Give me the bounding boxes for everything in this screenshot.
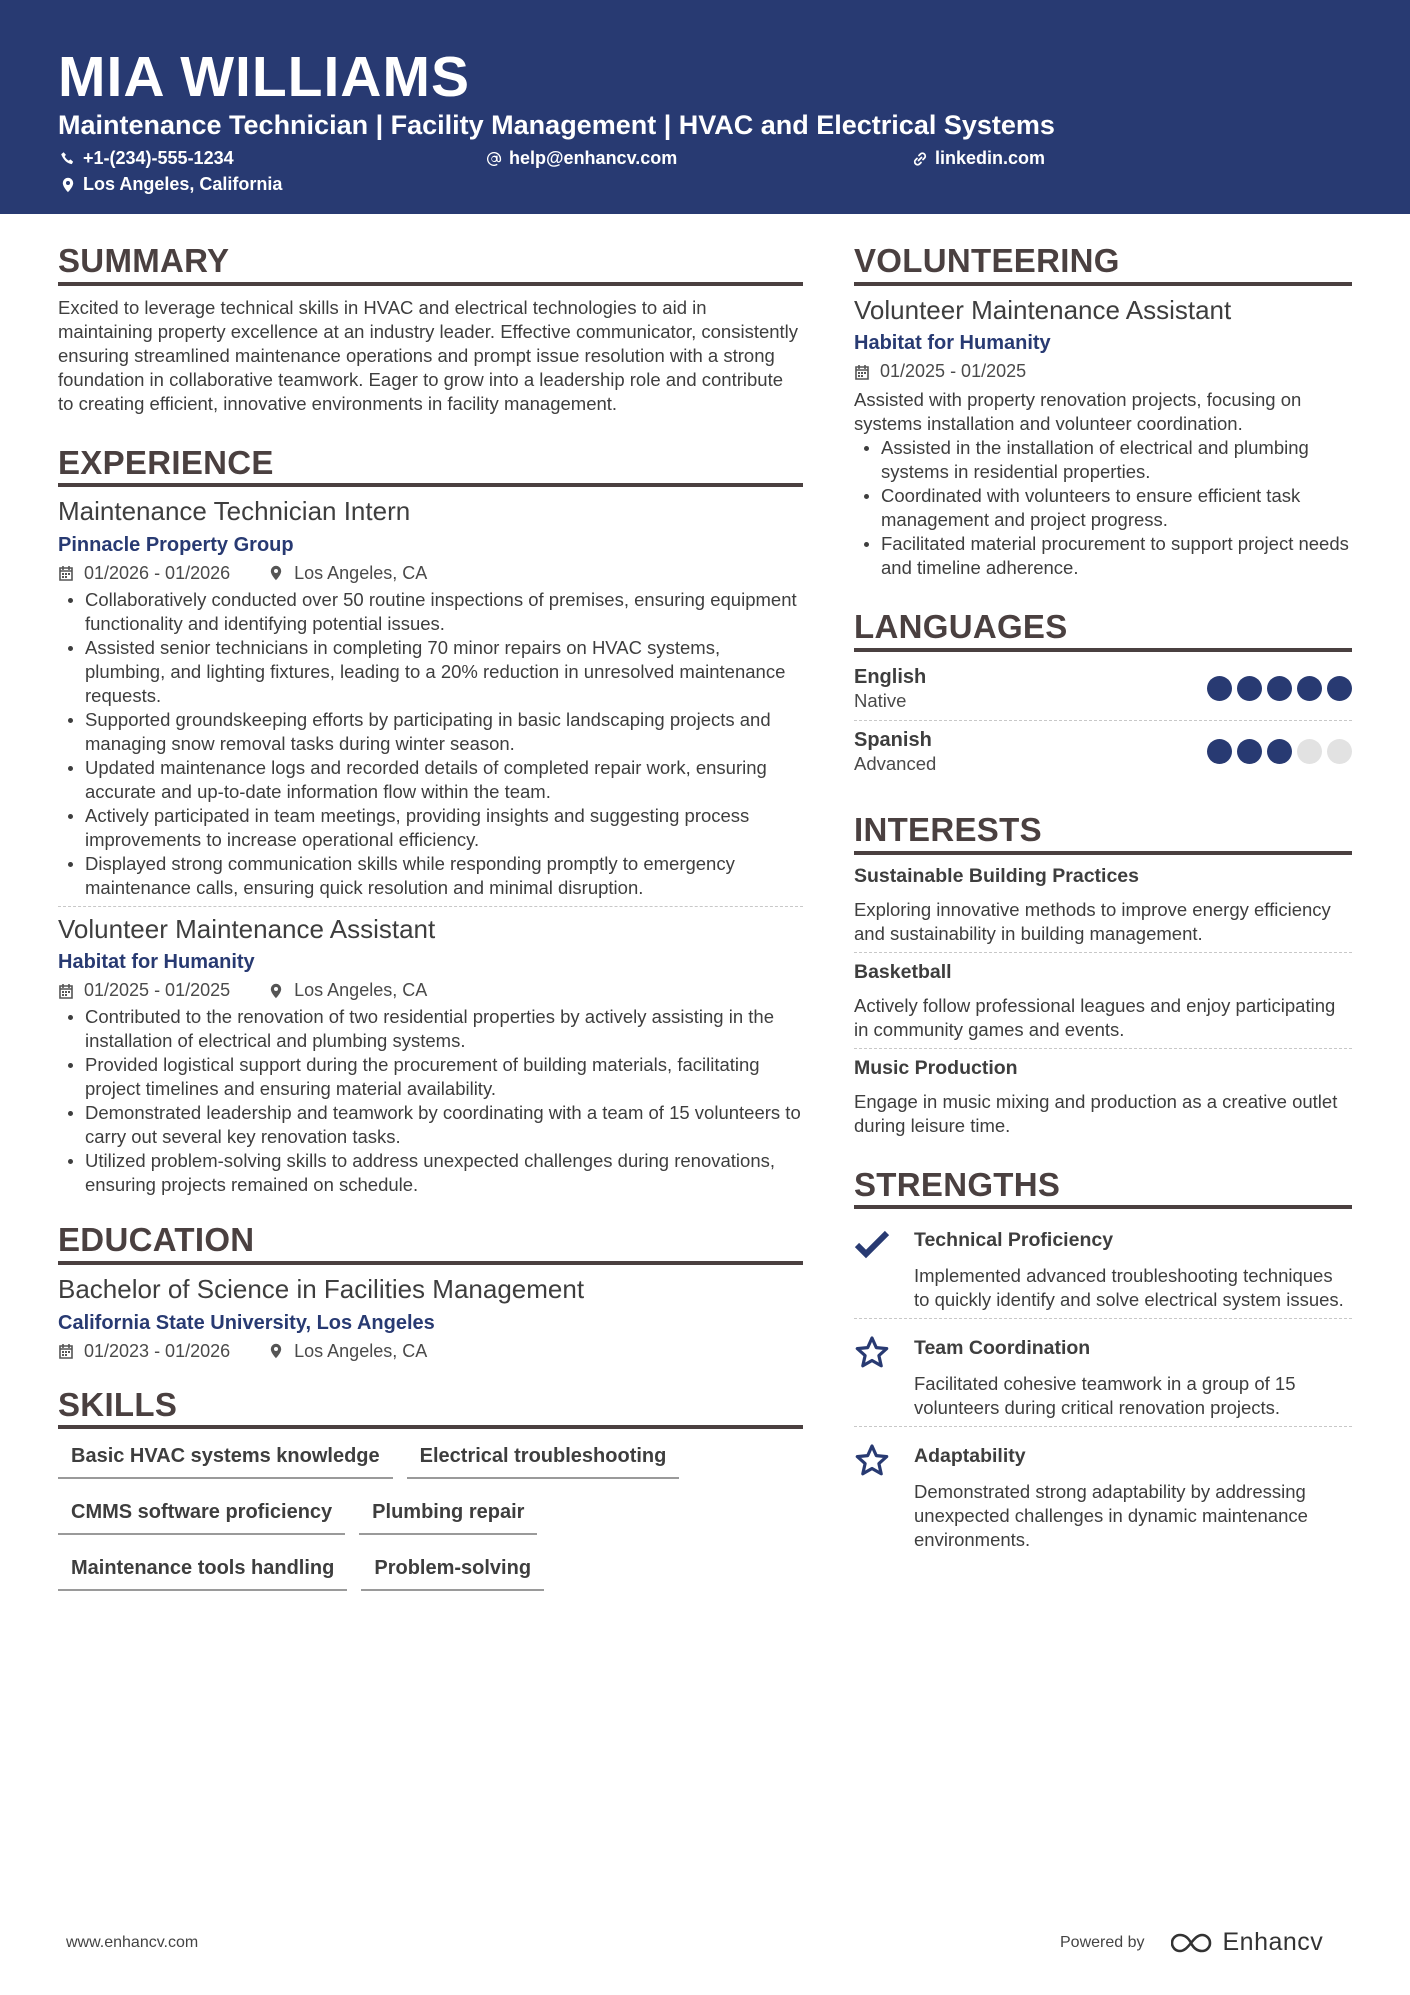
location-pin-icon	[268, 1343, 284, 1359]
language-name: Spanish	[854, 728, 932, 751]
star-icon	[854, 1441, 894, 1552]
summary-section	[58, 244, 803, 416]
skills-section	[58, 1385, 803, 1592]
entry-meta	[58, 980, 803, 1001]
entry-divider	[854, 952, 1352, 953]
strength-title: Team Coordination	[914, 1337, 1091, 1360]
bullet-item: Assisted in the installation of electrical and plumbing systems in residential properties.	[854, 436, 1352, 484]
skill-tag: Maintenance tools handling	[58, 1551, 347, 1591]
section-title: EDUCATION	[58, 1223, 803, 1265]
language-level: Advanced	[854, 752, 937, 774]
skill-tag: Basic HVAC systems knowledge	[58, 1439, 393, 1479]
company-name: Habitat for Humanity	[58, 951, 255, 974]
email-link[interactable]: help@enhancv.com	[509, 148, 678, 168]
bullet-item: Collaboratively conducted over 50 routine inspections of premises, ensuring equipment functionality and identifying potential issues.	[58, 588, 803, 636]
language-item	[854, 725, 1352, 783]
calendar-icon	[854, 364, 870, 380]
company-name: Pinnacle Property Group	[58, 533, 294, 556]
star-icon	[854, 1333, 894, 1420]
entry-divider	[854, 1318, 1352, 1319]
entry-dates: 01/2025 - 01/2025	[84, 980, 231, 1001]
bullet-item: Updated maintenance logs and recorded details of completed repair work, ensuring accurate and up-to-date information flow within the team.	[58, 756, 803, 804]
section-title: STRENGTHS	[854, 1168, 1352, 1210]
strength-title: Adaptability	[914, 1445, 1026, 1468]
language-name: English	[854, 665, 927, 688]
linkedin-link[interactable]: linkedin.com	[935, 148, 1046, 168]
candidate-name: MIA WILLIAMS	[58, 45, 470, 109]
strength-text: Implemented advanced troubleshooting techniques to quickly identify and solve electrical system issues.	[914, 1265, 1344, 1311]
strength-text: Demonstrated strong adaptability by addressing unexpected challenges in dynamic maintenance environments.	[914, 1481, 1308, 1551]
section-title: INTERESTS	[854, 813, 1352, 855]
interest-item	[854, 961, 1352, 1042]
phone-icon	[60, 151, 76, 167]
location-pin-icon	[60, 177, 76, 193]
experience-entry	[58, 497, 803, 900]
proficiency-dot-filled	[1207, 676, 1232, 701]
bullet-list	[58, 588, 803, 900]
contact-linkedin[interactable]	[912, 148, 1045, 169]
powered-by-label: Powered by	[1060, 1933, 1145, 1951]
entry-dates: 01/2025 - 01/2025	[880, 361, 1027, 382]
proficiency-dot-filled	[1267, 739, 1292, 764]
footer-website[interactable]: www.enhancv.com	[66, 1934, 199, 1951]
bullet-item: Provided logistical support during the procurement of building materials, facilitating project timelines and ensuring material availability.	[58, 1053, 803, 1101]
bullet-item: Contributed to the renovation of two residential properties by actively assisting in the installation of electrical and plumbing systems.	[58, 1005, 803, 1053]
bullet-item: Displayed strong communication skills while responding promptly to emergency maintenance calls, ensuring quick resolution and minimal disruption.	[58, 852, 803, 900]
school-name: California State University, Los Angeles	[58, 1311, 435, 1334]
entry-divider	[854, 1048, 1352, 1049]
strength-title: Technical Proficiency	[914, 1229, 1114, 1252]
experience-section	[58, 443, 803, 1198]
interest-title: Sustainable Building Practices	[854, 864, 1139, 887]
languages-section	[854, 610, 1352, 783]
section-title: SUMMARY	[58, 244, 803, 286]
proficiency-dot-filled	[1237, 676, 1262, 701]
proficiency-dot-filled	[1267, 676, 1292, 701]
contact-location	[60, 174, 282, 195]
calendar-icon	[58, 983, 74, 999]
bullet-item: Coordinated with volunteers to ensure efficient task management and project progress.	[854, 484, 1352, 532]
job-title: Maintenance Technician Intern	[58, 496, 411, 527]
section-title: SKILLS	[58, 1388, 803, 1430]
calendar-icon	[58, 565, 74, 581]
proficiency-dots	[1207, 739, 1352, 764]
section-title: LANGUAGES	[854, 610, 1352, 652]
link-icon	[912, 151, 928, 167]
volunteer-org: Habitat for Humanity	[854, 332, 1051, 355]
interest-title: Basketball	[854, 960, 952, 983]
entry-location: Los Angeles, CA	[294, 1340, 428, 1361]
interest-text: Exploring innovative methods to improve energy efficiency and sustainability in building management.	[854, 898, 1331, 944]
experience-entry	[58, 915, 803, 1198]
entry-location: Los Angeles, CA	[294, 562, 428, 583]
bullet-list	[854, 436, 1352, 580]
candidate-tagline: Maintenance Technician | Facility Management | HVAC and Electrical Systems	[58, 110, 1055, 140]
interest-item	[854, 1057, 1352, 1138]
summary-text: Excited to leverage technical skills in HVAC and electrical technologies to aid in maintaining property excellence at an industry leader. Effective communicator, consistently ensuring streamlined maintenance operations and prompt issue resolution with a strong foundation in collaborative teamwork. Eager to grow into a leadership role and contribute to creating efficient, innovative environments in facility management.	[58, 296, 799, 414]
interest-title: Music Production	[854, 1056, 1018, 1079]
footer-branding	[1060, 1928, 1323, 1957]
volunteer-summary: Assisted with property renovation projects, focusing on systems installation and volunteer coordination.	[854, 389, 1302, 435]
education-section	[58, 1223, 803, 1361]
entry-divider	[854, 720, 1352, 721]
entry-dates: 01/2023 - 01/2026	[84, 1340, 231, 1361]
entry-dates: 01/2026 - 01/2026	[84, 562, 231, 583]
bullet-item: Utilized problem-solving skills to address unexpected challenges during renovations, ensuring projects remained on schedule.	[58, 1149, 803, 1197]
job-title: Volunteer Maintenance Assistant	[58, 913, 436, 944]
bullet-item: Actively participated in team meetings, providing insights and suggesting process improvements to increase operational efficiency.	[58, 804, 803, 852]
right-column	[854, 244, 1352, 1582]
strength-item	[854, 1435, 1352, 1552]
entry-divider	[854, 1426, 1352, 1427]
skill-tag: Problem-solving	[361, 1551, 544, 1591]
bullet-item: Demonstrated leadership and teamwork by coordinating with a team of 15 volunteers to carry out several key renovation tasks.	[58, 1101, 803, 1149]
interest-text: Engage in music mixing and production as a creative outlet during leisure time.	[854, 1090, 1338, 1136]
strength-item	[854, 1219, 1352, 1312]
section-title: VOLUNTEERING	[854, 244, 1352, 286]
language-item	[854, 662, 1352, 720]
entry-location: Los Angeles, CA	[294, 980, 428, 1001]
proficiency-dot-filled	[1237, 739, 1262, 764]
proficiency-dot-empty	[1297, 739, 1322, 764]
skill-tag: Electrical troubleshooting	[407, 1439, 680, 1479]
bullet-item: Facilitated material procurement to support project needs and timeline adherence.	[854, 532, 1352, 580]
strengths-section	[854, 1165, 1352, 1553]
skills-list	[58, 1439, 803, 1591]
brand-logo[interactable]	[1171, 1928, 1324, 1957]
volunteering-section	[854, 244, 1352, 580]
proficiency-dot-empty	[1327, 739, 1352, 764]
entry-divider	[58, 906, 803, 907]
interest-text: Actively follow professional leagues and enjoy participating in community games and events.	[854, 994, 1336, 1040]
strength-text: Facilitated cohesive teamwork in a group of 15 volunteers during critical renovation projects.	[914, 1373, 1296, 1419]
location-pin-icon	[268, 983, 284, 999]
proficiency-dot-filled	[1327, 676, 1352, 701]
contact-email[interactable]	[486, 148, 677, 169]
resume-header	[0, 0, 1410, 214]
calendar-icon	[58, 1343, 74, 1359]
interests-section	[854, 810, 1352, 1138]
check-icon	[854, 1225, 894, 1312]
enhancv-logo-icon	[1171, 1931, 1215, 1955]
entry-meta	[58, 1341, 803, 1362]
strength-item	[854, 1327, 1352, 1420]
proficiency-dot-filled	[1207, 739, 1232, 764]
left-column	[58, 244, 803, 1621]
skill-tag: CMMS software proficiency	[58, 1495, 345, 1535]
at-icon	[486, 151, 502, 167]
entry-meta	[58, 563, 803, 584]
volunteer-role: Volunteer Maintenance Assistant	[854, 294, 1232, 325]
degree-title: Bachelor of Science in Facilities Management	[58, 1274, 585, 1305]
proficiency-dots	[1207, 676, 1352, 701]
phone-text: +1-(234)-555-1234	[83, 148, 234, 168]
entry-meta	[854, 361, 1352, 382]
location-pin-icon	[268, 565, 284, 581]
contact-phone	[60, 148, 234, 169]
bullet-list	[58, 1005, 803, 1197]
bullet-item: Supported groundskeeping efforts by participating in basic landscaping projects and managing snow removal tasks during winter season.	[58, 708, 803, 756]
brand-name: Enhancv	[1222, 1928, 1324, 1956]
skill-tag: Plumbing repair	[359, 1495, 537, 1535]
language-level: Native	[854, 689, 907, 711]
bullet-item: Assisted senior technicians in completing 70 minor repairs on HVAC systems, plumbing, and lighting fixtures, leading to a 20% reduction in unresolved maintenance requests.	[58, 636, 803, 708]
section-title: EXPERIENCE	[58, 446, 803, 488]
location-text: Los Angeles, California	[83, 174, 283, 194]
interest-item	[854, 865, 1352, 946]
proficiency-dot-filled	[1297, 676, 1322, 701]
